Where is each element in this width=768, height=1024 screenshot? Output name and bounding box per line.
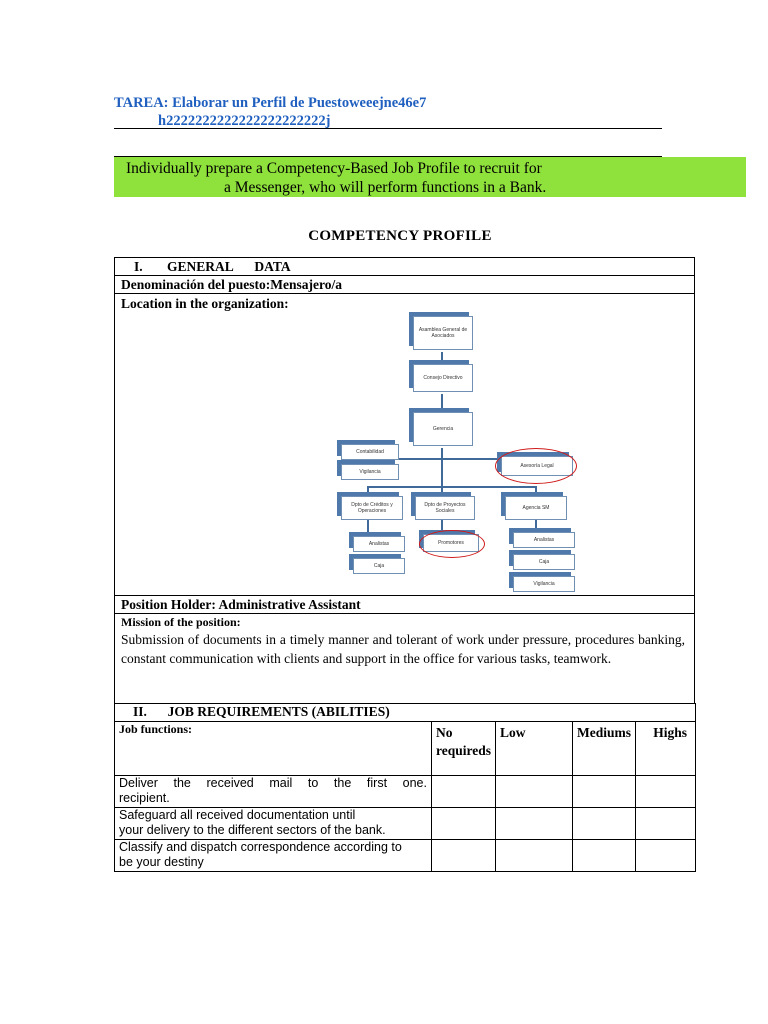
section-2-header: [115, 704, 696, 722]
job-function-line-2: your delivery to the different sectors of the bank.: [119, 823, 386, 837]
divider: [114, 613, 695, 614]
requirements-table: [114, 703, 696, 872]
rating-cell-high[interactable]: [636, 840, 696, 872]
org-node-vigilancia: Vigilancia: [513, 576, 575, 592]
org-connector: [441, 458, 499, 460]
rating-cell-low[interactable]: [496, 840, 573, 872]
org-node-creditos: Dpto de Créditos y Operaciones: [341, 496, 403, 520]
job-function-line-2: recipient.: [119, 791, 170, 805]
highlight-circle: [419, 530, 485, 558]
org-chart: [333, 306, 577, 596]
section-2-title: JOB REQUIREMENTS (ABILITIES): [167, 704, 390, 719]
col-high: Highs: [636, 722, 696, 776]
rating-cell-medium[interactable]: [573, 808, 636, 840]
org-connector: [535, 486, 537, 496]
table-row: [115, 776, 696, 808]
table-row: [115, 808, 696, 840]
org-node-gerencia: Gerencia: [413, 412, 473, 446]
title-line-2: h2222222222222222222222j: [158, 113, 331, 129]
org-connector: [367, 486, 537, 488]
job-function-cell: [115, 840, 432, 872]
col-low: Low: [496, 722, 573, 776]
rating-cell-no[interactable]: [432, 840, 496, 872]
assignment-title: [114, 94, 674, 130]
org-node-analistas: Analistas: [353, 536, 405, 552]
rating-cell-low[interactable]: [496, 808, 573, 840]
task-line-2: a Messenger, who will perform functions in a Bank.: [224, 179, 547, 196]
table-row: [115, 840, 696, 872]
org-connector: [441, 352, 443, 364]
task-line-1: Individually prepare a Competency-Based Job Profile to recruit for: [126, 160, 542, 177]
location-label: Location in the organization:: [121, 296, 289, 311]
org-connector: [441, 448, 443, 488]
org-node-proyectos: Dpto de Proyectos Sociales: [415, 496, 475, 520]
section-1-number: I.: [134, 259, 143, 274]
job-function-line-1: Safeguard all received documentation until: [119, 808, 356, 822]
job-function-cell: [115, 808, 432, 840]
denomination-label: Denominación del puesto:Mensajero/a: [121, 277, 342, 292]
rating-cell-low[interactable]: [496, 776, 573, 808]
rating-cell-medium[interactable]: [573, 840, 636, 872]
col-no-required: No requireds: [432, 722, 496, 776]
org-node-asamblea: Asamblea General de Asociados: [413, 316, 473, 350]
org-node-promotores: Promotores: [423, 534, 479, 552]
org-node-caja: Caja: [513, 554, 575, 570]
position-holder: Position Holder: Administrative Assistant: [121, 597, 361, 612]
task-instructions: [114, 157, 746, 197]
job-function-line-1: Deliver the received mail to the first one.: [119, 776, 427, 790]
divider: [114, 293, 695, 294]
org-node-agencia: Agencia SM: [505, 496, 567, 520]
org-node-vigilancia: Vigilancia: [341, 464, 399, 480]
org-node-caja: Caja: [353, 558, 405, 574]
job-function-cell: [115, 776, 432, 808]
rating-cell-high[interactable]: [636, 776, 696, 808]
org-node-consejo: Consejo Directivo: [413, 364, 473, 392]
org-connector: [399, 458, 443, 460]
col-medium: Mediums: [573, 722, 636, 776]
mission-text: Submission of documents in a timely manner and tolerant of work under pressure, procedures banking, constant communication with clients and support in the office for various tasks, teamwork.: [121, 632, 685, 666]
org-node-asesoria: Asesoría Legal: [501, 456, 573, 476]
section-1-title: GENERAL DATA: [167, 259, 291, 274]
job-function-line-1: Classify and dispatch correspondence according to: [119, 840, 402, 854]
profile-title: COMPETENCY PROFILE: [308, 228, 492, 244]
section-2-number: II.: [133, 704, 147, 719]
job-function-line-2: be your destiny: [119, 855, 204, 869]
header-rule: [114, 128, 662, 129]
org-connector: [367, 486, 369, 496]
rating-cell-medium[interactable]: [573, 776, 636, 808]
rating-cell-no[interactable]: [432, 776, 496, 808]
job-functions-header: Job functions:: [115, 722, 432, 776]
highlight-circle: [495, 448, 577, 484]
org-connector: [441, 486, 443, 496]
org-connector: [441, 394, 443, 408]
mission-label: Mission of the position:: [121, 615, 241, 629]
rating-cell-high[interactable]: [636, 808, 696, 840]
rating-cell-no[interactable]: [432, 808, 496, 840]
org-node-analistas: Analistas: [513, 532, 575, 548]
divider: [114, 275, 695, 276]
org-node-contabilidad: Contabilidad: [341, 444, 399, 460]
title-line-1: TAREA: Elaborar un Perfil de Puestoweeejne46e7: [114, 95, 427, 111]
